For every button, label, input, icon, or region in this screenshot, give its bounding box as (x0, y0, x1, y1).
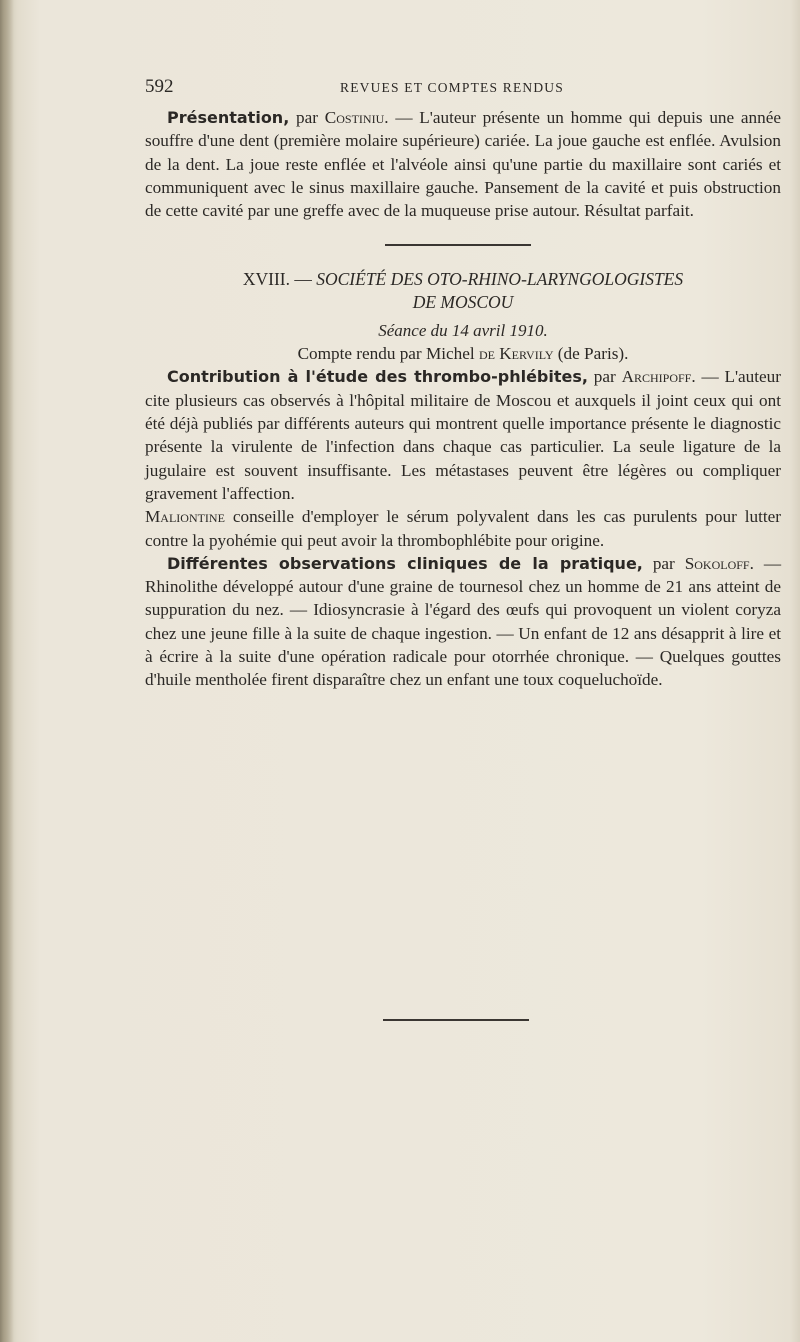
page-content (145, 72, 781, 1021)
report-particle: de (478, 344, 495, 364)
paragraph-text: conseille d'employer le sérum polyvalent dans les cas purulents pour lutter contre la pyohémie qui peut avoir la thrombophlébite pour origine. (145, 507, 781, 550)
section-heading (145, 268, 781, 314)
author-name: Sokoloff (684, 553, 750, 573)
section-number: XVIII. — (242, 269, 317, 290)
paragraph-text: . — Rhinolithe développé autour d'une graine de tournesol chez un homme de 21 ans atteint de suppuration du nez. — Idiosyncrasie à l'égard des œufs qui provoquent un violent coryza chez une jeune fille à la suite de chaque ingestion. — Un enfant de 12 ans désapprit à lire et à écrire à la suite d'une opération radicale pour otorrhée chronique. — Quelques gouttes d'huile mentholée firent disparaître chez un enfant une toux coqueluchoïde. (145, 553, 782, 690)
by-word: par (289, 108, 325, 127)
section-title-line-1: SOCIÉTÉ DES OTO-RHINO-LARYNGOLOGISTES (316, 269, 684, 290)
running-header (145, 72, 781, 106)
page-number: 592 (145, 76, 174, 97)
paragraph-lead: Présentation, (167, 108, 290, 127)
paragraph-maliontine (145, 505, 781, 552)
paragraph-text: . — L'auteur présente un homme qui depuis une année souffre d'une dent (première molaire supérieure) cariée. La joue gauche est enflée. Avulsion de la dent. La joue reste enflée et l'alvéole ainsi qu'une partie du maxillaire sont cariés et communiquent avec le sinus maxillaire gauche. Pansement de la cavité et puis obstruction de cette cavité par une greffe avec de la muqueuse prise autour. Résultat parfait. (145, 108, 781, 221)
end-divider (383, 1019, 529, 1021)
section-title-line-2: DE MOSCOU (412, 292, 514, 313)
author-name: Costiniu (324, 108, 385, 127)
author-name: Maliontine (145, 507, 225, 527)
paragraph-presentation (145, 106, 781, 222)
report-author: Kervily (494, 344, 554, 364)
paragraph-text: . — L'auteur cite plusieurs cas observés à l'hôpital militaire de Moscou et auxquels il joint ceux qui ont été déjà publiés par différents auteurs qui montrent quelle importance présente le diagnostic présente la virulente de l'infection dans chaque cas particulier. La seule ligature de la jugulaire est souvent insuffisante. Les métastases peuvent être légères ou compliquer gravement l'affection. (145, 367, 782, 503)
paragraph-thrombo-phlebites (145, 365, 781, 505)
author-name: Archipoff (621, 367, 692, 387)
session-date: Séance du 14 avril 1910. (378, 321, 548, 341)
paragraph-observations (145, 552, 781, 692)
report-byline (145, 342, 781, 365)
paragraph-lead: Contribution à l'étude des thrombo-phlébites, (167, 367, 588, 387)
page-gutter-shadow (0, 0, 14, 1342)
running-title: REVUES ET COMPTES RENDUS (340, 80, 564, 95)
report-prefix: Compte rendu par Michel (297, 344, 479, 364)
by-word: par (642, 553, 685, 573)
by-word: par (587, 367, 622, 387)
report-suffix: (de Paris). (553, 344, 629, 364)
paragraph-lead: Différentes observations cliniques de la pratique, (167, 553, 643, 573)
section-divider (385, 244, 531, 246)
